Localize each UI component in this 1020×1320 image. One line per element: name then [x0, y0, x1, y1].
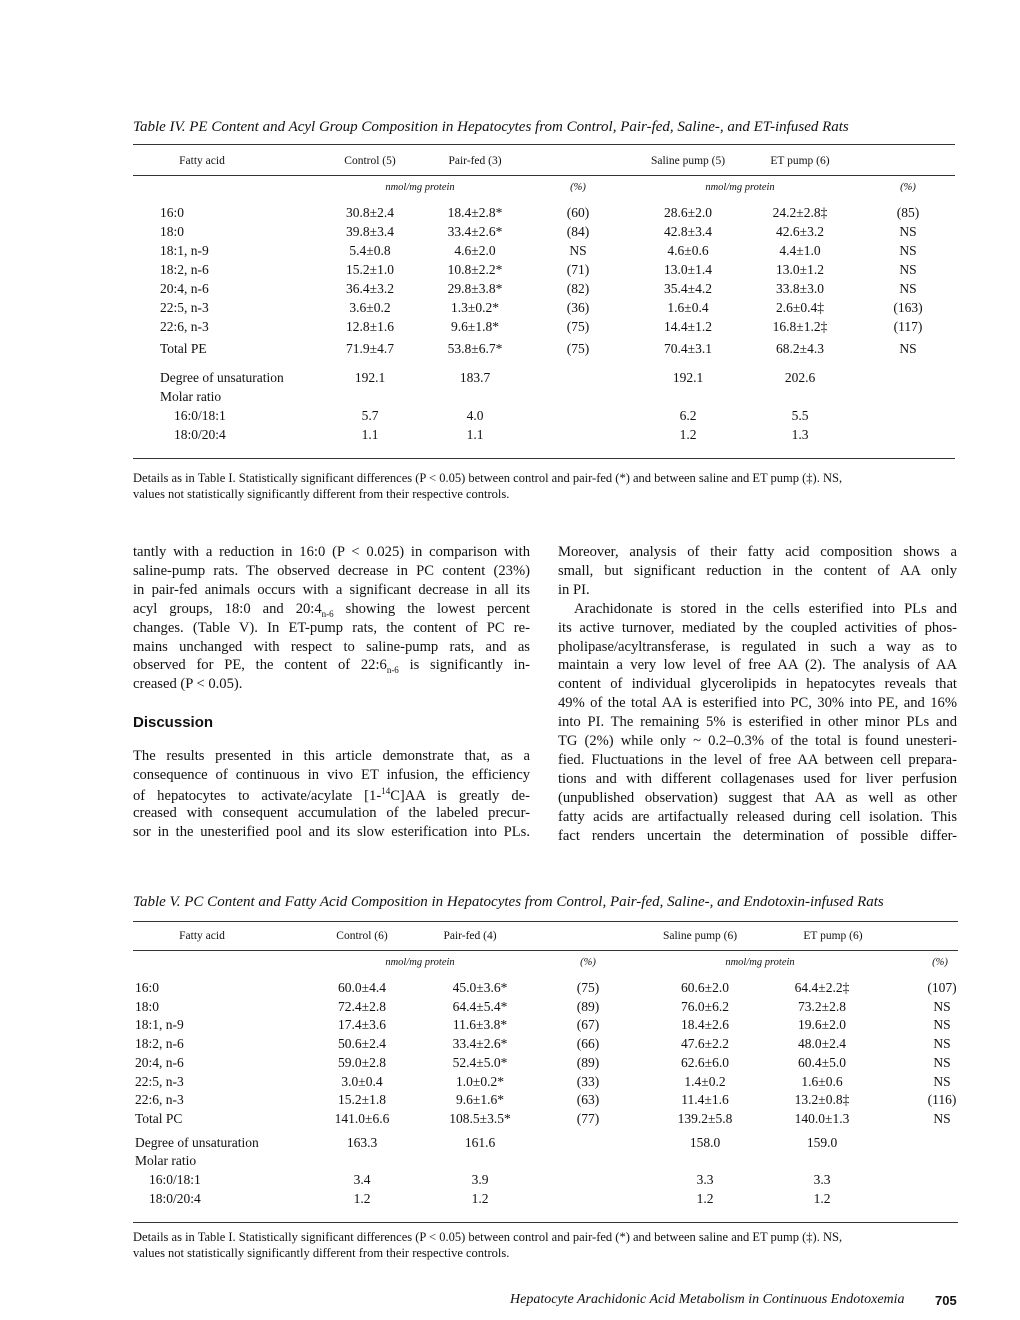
table5-title: Table V. PC Content and Fatty Acid Composition in Hepatocytes from Control, Pair-fed, Saline-, and Endotoxin-infused Rats [133, 894, 884, 910]
table5-cell: (89) [576, 999, 600, 1014]
table4-column-header: Saline pump (5) [650, 155, 726, 167]
table5-cell: NS [933, 1074, 951, 1089]
table-rule [133, 144, 955, 145]
text-segment: consequence of continuous in vivo ET infusion, the efficiency [133, 766, 530, 783]
table5-cell: 139.2±5.8 [677, 1111, 733, 1126]
table4-column-header: Pair-fed (3) [448, 155, 502, 167]
table5-cell: 1.6±0.6 [801, 1074, 843, 1089]
table4-cell: 16.8±1.2‡ [772, 319, 828, 334]
table4-cell: (84) [566, 224, 590, 239]
table4-cell: (36) [566, 300, 590, 315]
table4-cell: 14.4±1.2 [664, 319, 712, 334]
table4-cell: 4.0 [466, 408, 484, 423]
text-segment: creased (P < 0.05). [133, 676, 243, 693]
table5-footnote: values not statistically significantly different from their respective controls. [133, 1246, 510, 1260]
table4-cell: 1.2 [679, 427, 697, 442]
body-text-line [558, 695, 957, 712]
table4-row-label: 18:0/20:4 [174, 427, 226, 442]
body-text-line [133, 824, 530, 841]
table5-cell: 18.4±2.6 [681, 1017, 729, 1032]
table5-cell: 64.4±5.4* [452, 999, 508, 1014]
table5-cell: 1.2 [471, 1191, 489, 1206]
table4-cell: 1.1 [361, 427, 379, 442]
text-segment: small, but significant reduction in the content of AA only [558, 562, 957, 579]
table5-row-label: Total PC [135, 1111, 183, 1126]
table5-row-label: 20:4, n-6 [135, 1055, 184, 1070]
table5-cell: (116) [927, 1092, 957, 1107]
table5-row-label: 18:0/20:4 [149, 1191, 201, 1206]
body-text-line [558, 771, 957, 788]
table4-row-label: 16:0 [160, 205, 185, 220]
text-segment: content of individual glycerolipids in hepatocytes reveals that [558, 676, 957, 693]
table5-unit-label: nmol/mg protein [725, 957, 795, 968]
table5-cell: 3.9 [471, 1172, 489, 1187]
table4-cell: (71) [566, 262, 590, 277]
discussion-heading: Discussion [133, 714, 214, 731]
table5-cell: 73.2±2.8 [798, 999, 846, 1014]
table4-unit-label: nmol/mg protein [705, 182, 775, 193]
table4-cell: 53.8±6.7* [447, 341, 503, 356]
table5-row-label: Degree of unsaturation [135, 1135, 259, 1150]
table5-cell: 45.0±3.6* [452, 980, 508, 995]
body-text-line [558, 790, 957, 807]
table5-cell: 3.4 [353, 1172, 371, 1187]
table5-cell: 59.0±2.8 [338, 1055, 386, 1070]
table4-footnote: values not statistically significantly different from their respective controls. [133, 487, 510, 501]
table5-cell: 60.6±2.0 [681, 980, 729, 995]
table5-cell: 15.2±1.8 [338, 1092, 386, 1107]
table5-column-header: Pair-fed (4) [443, 930, 497, 942]
table4-cell: 3.6±0.2 [349, 300, 391, 315]
table5-cell: 108.5±3.5* [449, 1111, 511, 1126]
table4-cell: 2.6±0.4‡ [776, 300, 824, 315]
table5-row-label: 16:0 [135, 980, 160, 995]
table4-cell: 183.7 [459, 370, 491, 385]
text-segment: The results presented in this article demonstrate that, as a [133, 748, 530, 764]
table4-cell: 5.7 [361, 408, 379, 423]
table4-cell: 5.5 [791, 408, 809, 423]
table4-cell: 39.8±3.4 [346, 224, 394, 239]
table4-cell: 9.6±1.8* [451, 319, 499, 334]
body-text-line [558, 563, 957, 580]
text-segment: tions and with different collagenases used for liver perfusion [558, 770, 957, 787]
text-segment: creased with consequent accumulation of the labeled precur- [133, 804, 530, 821]
table5-cell: (77) [576, 1111, 600, 1126]
text-segment: Arachidonate is stored in the cells esterified into PLs and [574, 600, 957, 617]
table4-cell: NS [899, 224, 917, 239]
table5-cell: 50.6±2.4 [338, 1036, 386, 1051]
text-segment: observed for PE, the content of 22:6 [133, 657, 387, 674]
text-segment: sor in the unesterified pool and its slow esterification into PLs. [133, 823, 530, 840]
table4-cell: 68.2±4.3 [776, 341, 824, 356]
table5-cell: 159.0 [806, 1135, 838, 1150]
table5-cell: NS [933, 999, 951, 1014]
table4-column-header: ET pump (6) [770, 155, 830, 167]
table5-row-label: 18:0 [135, 999, 160, 1014]
text-segment: pholipase/acyltransferase, is regulated in such a way as to [558, 638, 957, 655]
body-text-line [133, 620, 530, 637]
body-text-line [558, 657, 957, 674]
table4-cell: (85) [896, 205, 920, 220]
table5-cell: 72.4±2.8 [338, 999, 386, 1014]
table4-row-label: 18:2, n-6 [160, 262, 209, 277]
table5-footnote: Details as in Table I. Statistically significant differences (P < 0.05) between control and pair-fed (*) and between saline and ET pump (‡). NS, [133, 1230, 843, 1244]
body-text-line [558, 582, 957, 599]
table5-cell: (33) [576, 1074, 600, 1089]
text-segment: into PI. The remaining 5% is esterified in other minor PLs and [558, 714, 957, 731]
body-text-line [133, 657, 530, 675]
table4-cell: (60) [566, 205, 590, 220]
body-text-line [558, 639, 957, 656]
table5-row-label: 16:0/18:1 [149, 1172, 201, 1187]
table4-cell: 202.6 [784, 370, 816, 385]
table4-cell: 15.2±1.0 [346, 262, 394, 277]
text-segment: fact renders uncertain the determination of possible differ- [558, 827, 957, 844]
table5-cell: 17.4±3.6 [338, 1017, 386, 1032]
text-segment: acyl groups, 18:0 and 20:4 [133, 600, 322, 617]
table5-cell: (75) [576, 980, 600, 995]
body-text-line [133, 748, 530, 765]
body-text-line [133, 805, 530, 822]
body-text-line [574, 601, 957, 618]
table4-title: Table IV. PE Content and Acyl Group Composition in Hepatocytes from Control, Pair-fed, Saline-, and ET-infused Rats [133, 119, 849, 135]
text-script: n-6 [321, 608, 334, 619]
table-rule [133, 458, 955, 459]
table5-cell: 47.6±2.2 [681, 1036, 729, 1051]
table5-cell: 161.6 [464, 1135, 496, 1150]
table4-cell: 4.6±2.0 [454, 243, 496, 258]
table5-cell: 1.2 [353, 1191, 371, 1206]
page-number: 705 [935, 1293, 957, 1308]
body-text-line [558, 620, 957, 637]
table-rule [133, 175, 955, 176]
table4-row-label: 18:0 [160, 224, 185, 239]
text-segment: its active turnover, mediated by the coupled activities of phos- [558, 619, 957, 636]
table4-cell: 5.4±0.8 [349, 243, 391, 258]
body-text-line [133, 639, 530, 656]
table4-cell: (75) [566, 341, 590, 356]
table4-unit-label: (%) [900, 182, 916, 193]
table-rule [133, 950, 958, 951]
text-segment: mains unchanged with respect to saline-pump rats, and as [133, 638, 530, 655]
table5-cell: (66) [576, 1036, 600, 1051]
table4-cell: 33.8±3.0 [776, 281, 824, 296]
table4-cell: 33.4±2.6* [447, 224, 503, 239]
table4-cell: 6.2 [679, 408, 697, 423]
table5-cell: 52.4±5.0* [452, 1055, 508, 1070]
table4-cell: 1.3 [791, 427, 809, 442]
table5-cell: NS [933, 1017, 951, 1032]
text-segment: tantly with a reduction in 16:0 (P < 0.025) in comparison with [133, 544, 530, 560]
table5-cell: NS [933, 1111, 951, 1126]
table5-cell: 3.0±0.4 [341, 1074, 383, 1089]
table4-footnote: Details as in Table I. Statistically significant differences (P < 0.05) between control and pair-fed (*) and between saline and ET pump (‡). NS, [133, 471, 843, 485]
text-segment: in pair-fed animals occurs with a significant decrease in all its [133, 581, 530, 598]
text-segment: C]AA is greatly de- [390, 787, 530, 804]
text-segment: in PI. [558, 581, 590, 598]
text-segment: (unpublished observation) suggest that AA as well as other [558, 789, 957, 806]
table5-cell: 48.0±2.4 [798, 1036, 846, 1051]
body-text-line [133, 563, 530, 580]
table4-cell: NS [899, 243, 917, 258]
table4-cell: 42.8±3.4 [664, 224, 712, 239]
table4-cell: NS [899, 262, 917, 277]
table5-cell: (67) [576, 1017, 600, 1032]
table5-unit-label: (%) [932, 957, 948, 968]
table4-cell: (163) [893, 300, 923, 315]
body-text-line [133, 601, 530, 619]
table4-row-label: 16:0/18:1 [174, 408, 226, 423]
table4-cell: 1.6±0.4 [667, 300, 709, 315]
body-text-line [558, 809, 957, 826]
table5-cell: NS [933, 1055, 951, 1070]
text-segment: changes. (Table V). In ET-pump rats, the content of PC re- [133, 619, 530, 636]
table4-cell: 36.4±3.2 [346, 281, 394, 296]
running-title: Hepatocyte Arachidonic Acid Metabolism in Continuous Endotoxemia [510, 1292, 905, 1307]
text-segment: saline-pump rats. The observed decrease in PC content (23%) [133, 562, 530, 579]
text-script: 14 [381, 785, 391, 796]
table5-cell: 60.0±4.4 [338, 980, 386, 995]
table4-cell: NS [569, 243, 587, 258]
text-segment: TG (2%) while only ~ 0.2–0.3% of the total is found unesteri- [558, 733, 957, 749]
table4-cell: 192.1 [354, 370, 386, 385]
table4-row-label: Degree of unsaturation [160, 370, 284, 385]
table4-unit-label: nmol/mg protein [385, 182, 455, 193]
text-segment: of hepatocytes to activate/acylate [1- [133, 787, 382, 804]
table4-cell: (82) [566, 281, 590, 296]
body-text-line [558, 676, 957, 693]
table4-column-header: Fatty acid [179, 155, 225, 167]
table5-column-header: Control (6) [336, 930, 388, 942]
text-segment: fied. Fluctuations in the level of free AA between cell prepara- [558, 751, 957, 768]
table-rule [133, 921, 958, 922]
table4-cell: (117) [893, 319, 923, 334]
table5-cell: 9.6±1.6* [456, 1092, 504, 1107]
table5-cell: 1.0±0.2* [456, 1074, 504, 1089]
table5-cell: (89) [576, 1055, 600, 1070]
table4-cell: NS [899, 281, 917, 296]
table4-cell: 29.8±3.8* [447, 281, 503, 296]
body-text-line [133, 582, 530, 599]
table4-row-label: 22:6, n-3 [160, 319, 209, 334]
table4-cell: 1.3±0.2* [451, 300, 499, 315]
table5-row-label: Molar ratio [135, 1153, 197, 1168]
table5-row-label: 22:5, n-3 [135, 1074, 184, 1089]
table5-cell: 140.0±1.3 [794, 1111, 850, 1126]
table4-row-label: 18:1, n-9 [160, 243, 209, 258]
table5-cell: 76.0±6.2 [681, 999, 729, 1014]
table4-row-label: 22:5, n-3 [160, 300, 209, 315]
table5-column-header: ET pump (6) [803, 930, 863, 942]
text-segment: maintain a very low level of free AA (2). The analysis of AA [558, 657, 957, 674]
table4-cell: 71.9±4.7 [346, 341, 394, 356]
table4-unit-label: (%) [570, 182, 586, 193]
table4-cell: 30.8±2.4 [346, 205, 394, 220]
table5-cell: 19.6±2.0 [798, 1017, 846, 1032]
table4-cell: 10.8±2.2* [447, 262, 503, 277]
table4-cell: 192.1 [672, 370, 704, 385]
table5-cell: 163.3 [346, 1135, 378, 1150]
text-segment: 49% of the total AA is esterified into PC, 30% into PE, and 16% [558, 695, 957, 712]
body-text-line [133, 786, 530, 805]
table4-row-label: Molar ratio [160, 389, 222, 404]
table4-cell: 13.0±1.2 [776, 262, 824, 277]
table4-cell: 12.8±1.6 [346, 319, 394, 334]
table5-column-header: Saline pump (6) [662, 930, 738, 942]
body-text-line [558, 733, 957, 750]
body-text-line [558, 714, 957, 731]
table5-cell: 3.3 [696, 1172, 714, 1187]
table5-cell: (107) [927, 980, 957, 995]
text-segment: fatty acids are artifactually released during cell isolation. This [558, 808, 957, 825]
table5-cell: 64.4±2.2‡ [794, 980, 850, 995]
table5-cell: 158.0 [689, 1135, 721, 1150]
table5-cell: 1.2 [813, 1191, 831, 1206]
body-text-line [558, 752, 957, 769]
table5-row-label: 18:1, n-9 [135, 1017, 184, 1032]
table5-cell: 62.6±6.0 [681, 1055, 729, 1070]
table4-cell: 18.4±2.8* [447, 205, 503, 220]
text-script: n-6 [386, 665, 399, 676]
table5-column-header: Fatty acid [179, 930, 225, 942]
text-segment: is significantly in- [398, 657, 530, 674]
table5-cell: 13.2±0.8‡ [794, 1092, 850, 1107]
table5-cell: 33.4±2.6* [452, 1036, 508, 1051]
table4-cell: 13.0±1.4 [664, 262, 712, 277]
body-text-line [558, 544, 957, 561]
table4-column-header: Control (5) [344, 155, 396, 167]
table4-cell: 42.6±3.2 [776, 224, 824, 239]
body-text-line [133, 767, 530, 784]
table5-cell: 1.2 [696, 1191, 714, 1206]
body-text-line [558, 828, 957, 845]
table4-cell: 24.2±2.8‡ [772, 205, 828, 220]
table4-row-label: 20:4, n-6 [160, 281, 209, 296]
table5-cell: 11.6±3.8* [452, 1017, 508, 1032]
table5-cell: 1.4±0.2 [684, 1074, 726, 1089]
table5-cell: NS [933, 1036, 951, 1051]
table5-cell: 141.0±6.6 [334, 1111, 390, 1126]
table5-cell: 11.4±1.6 [681, 1092, 729, 1107]
table-rule [133, 1222, 958, 1223]
text-segment: showing the lowest percent [333, 600, 530, 617]
text-segment: Moreover, analysis of their fatty acid composition shows a [558, 544, 957, 560]
table4-cell: NS [899, 341, 917, 356]
table4-cell: 35.4±4.2 [664, 281, 712, 296]
table4-cell: (75) [566, 319, 590, 334]
body-text-line [133, 544, 530, 561]
table5-unit-label: (%) [580, 957, 596, 968]
table4-cell: 4.4±1.0 [779, 243, 821, 258]
table5-unit-label: nmol/mg protein [385, 957, 455, 968]
table4-cell: 70.4±3.1 [664, 341, 712, 356]
table4-cell: 1.1 [466, 427, 484, 442]
table4-cell: 28.6±2.0 [664, 205, 712, 220]
table4-row-label: Total PE [160, 341, 207, 356]
table5-cell: 3.3 [813, 1172, 831, 1187]
table5-row-label: 22:6, n-3 [135, 1092, 184, 1107]
table5-cell: (63) [576, 1092, 600, 1107]
table4-cell: 4.6±0.6 [667, 243, 709, 258]
table5-row-label: 18:2, n-6 [135, 1036, 184, 1051]
table5-cell: 60.4±5.0 [798, 1055, 846, 1070]
body-text-line [133, 676, 530, 693]
